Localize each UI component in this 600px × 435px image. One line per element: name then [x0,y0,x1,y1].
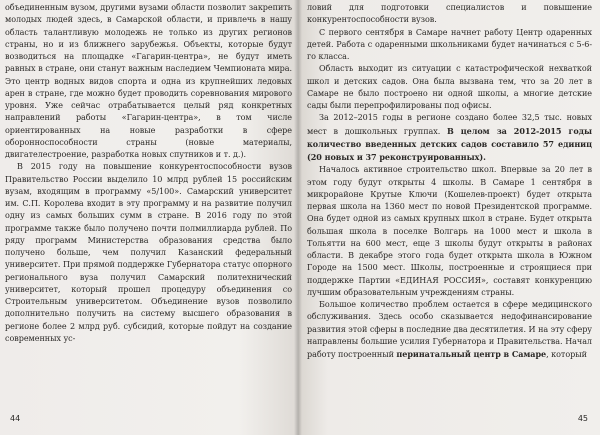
right-page-number: 45 [577,414,588,423]
right-paragraph-2: С первого сентября в Самаре начнет работу Центр одаренных детей. Работа с одаренными школьниками будет начинаться с 5-6-го класса. [307,27,592,61]
left-page [0,0,298,435]
right-paragraph-3: Область выходит из ситуации с катастрофической нехваткой школ и детских садов. Она была вызвана тем, что за 20 лет в Самаре не было построено ни одной школы, а многие детские сады были перепрофилированы под офисы. [307,64,592,110]
right-paragraph-4-text: За 2012–2015 годы в регионе создано более 32,5 тыс. новых мест в дошкольных группах. [307,113,592,136]
left-paragraph-1: объединенным вузом, другими вузами области позволит закрепить молодых людей здесь, в Самарской области, и привлечь в нашу область талантливую молодежь не только из других регионов страны, но и из ближнего зарубежья. Объекты, которые будут возводиться на площадке «Гагарин-центра», не будут иметь равных в стране, они станут важным наследием Чемпионата мира. Это центр водных видов спорта и одна из крупнейших ледовых арен в стране, где можно будет проводить соревнования мирового уровня. Уже сейчас отрабатывается целый ряд конкретных направлений работы «Гагарин-центра», в том числе ориентированных на новые разработки в сфере оборонноспособности страны (новые материалы, двигателестроение, разработка новых спутников и т. д.). [5,3,292,159]
right-page-text [307,2,592,361]
right-paragraph-5: Началось активное строительство школ. Впервые за 20 лет в этом году будут открыты 4 школы. В Самаре 1 сентября в микрорайоне Крутые Ключи (Кошелев-проект) будет открыта первая школа на 1360 мест по новой Президентской программе. Она будет одной из самых крупных школ в стране. Будет открыта большая школа в поселке Волгарь на 1000 мест и школа в Тольятти на 600 мест, еще 3 школы будут открыты в районах области. В декабре этого года будет открыта школа в Южном Городе на 1500 мест. Школы, построенные и строящиеся при поддержке Партии «ЕДИНАЯ РОССИЯ», составят конкуренцию лучшим образовательным учреждениям страны. [307,165,592,297]
right-paragraph-6-tail: , который [546,350,587,359]
left-page-number: 44 [10,414,21,423]
right-paragraph-4-bold: В целом за 2012-2015 годы количество введенных детских садов составило 57 единиц (20 новых и 37 реконструированных). [307,125,592,162]
left-paragraph-2: В 2015 году на повышение конкурентоспособности вузов Правительство России выделило 10 млрд рублей 15 российским вузам, входящим в программу «5/100». Самарский университет им. С.П. Королева входит в эту программу и на развитие получил одну из самых больших сумм в стране. В 2016 году по этой программе также было получено почти полмиллиарда рублей. По ряду программ Министерства образования средства было получено больше, чем получил Казанский федеральный университет. При прямой поддержке Губернатора статус опорного регионального вуза получил Самарский политехнический университет, который прошел процедуру объединения со Строительным университетом. Объединение вузов позволило дополнительно получить на систему высшего образования в регионе более 2 млрд руб. субсидий, которые пойдут на создание современных ус- [5,162,292,343]
right-paragraph-1: ловий для подготовки специалистов и повышение конкурентоспособности вузов. [307,3,592,25]
left-page-text [5,2,292,345]
right-paragraph-4 [307,112,592,164]
right-paragraph-6-bold: перинатальный центр в Самаре [396,349,547,359]
right-paragraph-6 [307,299,592,361]
book-spine-shadow [294,0,302,435]
right-page [298,0,600,435]
right-paragraph-6-text: Большое количество проблем остается в сфере медицинского обслуживания. Здесь особо сказывается недофинансирование развития этой сферы в последние два десятилетия. И на эту сферу направлены большие усилия Губернатора и Правительства. Начал работу построенный [307,300,592,359]
